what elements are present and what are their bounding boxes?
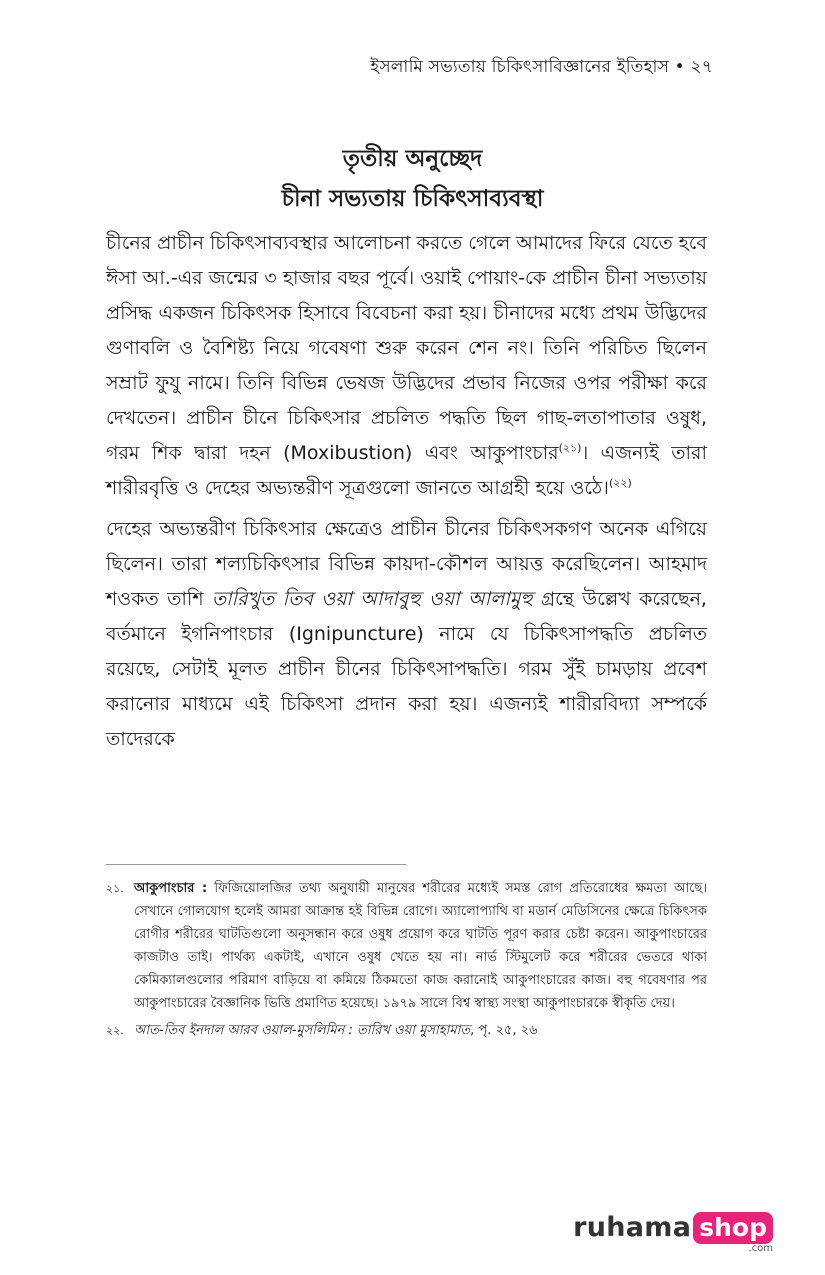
footnote-pages: , পৃ. ২৫, ২৬	[470, 1023, 538, 1038]
paragraph-2-text-a: দেহের অভ্যন্তরীণ চিকিৎসার ক্ষেত্রেও প্রাচীন চীনের চিকিৎসকগণ অনেক এগিয়ে ছিলেন। তারা শল্যচিকিৎসার বিভিন্ন কায়দা-কৌশল আয়ত্ত করেছিলেন। আহমাদ শওকত তাশি	[106, 518, 707, 610]
footnote-body	[134, 877, 707, 1015]
ruhamashop-logo	[573, 1212, 773, 1254]
book-title: তারিখুত তিব ওয়া আদাবুহু ওয়া আলামুহু	[211, 588, 533, 610]
logo-word: ruhama	[573, 1212, 692, 1243]
paragraph-2-text-b: গ্রন্থে উল্লেখ করেছেন, বর্তমানে ইগনিপাংচার (Ignipuncture) নামে যে চিকিৎসাপদ্ধতি প্রচলিত রয়েছে, সেটাই মূলত প্রাচীন চীনের চিকিৎসাপদ্ধতি। গরম সুঁই চামড়ায় প্রবেশ করানোর মাধ্যমে এই চিকিৎসা প্রদান করা হয়। এজন্যই শারীরবিদ্যা সম্পর্কে তাদেরকে	[106, 588, 707, 750]
paragraph-1	[106, 226, 707, 506]
chapter-label: তৃতীয় অনুচ্ছেদ	[342, 146, 483, 172]
paragraph-2	[106, 512, 707, 757]
footnotes	[106, 877, 707, 1046]
footnote-mark: ২২.	[106, 1024, 124, 1037]
footnote-body	[134, 1019, 707, 1042]
section-title: চীনা সভ্যতায় চিকিৎসাব্যবস্থা	[281, 186, 544, 212]
logo-suffix: .com	[748, 1243, 773, 1254]
running-header: ইসলামি সভ্যতায় চিকিৎসাবিজ্ঞানের ইতিহাস • ২৭	[370, 57, 713, 77]
footnote-citation: আত-তিব ইনদাল আরব ওয়াল-মুসলিমিন : তারিখ ওয়া মুসাহামাত	[134, 1023, 471, 1038]
footnote-ref-22[interactable]: (২২)	[608, 476, 632, 490]
footnote-mark: ২১.	[106, 882, 124, 895]
main-text	[106, 226, 707, 763]
footnote-21	[106, 877, 707, 1015]
footnote-text: ফিজিয়োলজির তথ্য অনুযায়ী মানুষের শরীরের মধ্যেই সমস্ত রোগ প্রতিরোধের ক্ষমতা আছে। সেখানে গোলযোগ হলেই আমরা আক্রান্ত হই বিভিন্ন রোগে। অ্যালোপ্যাথি বা মডার্ন মেডিসিনের ক্ষেত্রে চিকিৎসক রোগীর শরীরের ঘাটতিগুলো অনুসন্ধান করে ওষুধ প্রয়োগ করে ঘাটতি পূরণ করার চেষ্টা করেন। আকুপাংচারের কাজটাও তাই। পার্থক্য একটাই, এখানে ওষুধ খেতে হয় না। নার্ভ স্টিমুলেট করে শরীরের ভেতরে থাকা কেমিক্যালগুলোর পরিমাণ বাড়িয়ে বা কমিয়ে ঠিকমতো কাজ করানোই আকুপাংচারের কাজ। বহু গবেষণার পর আকুপাংচারের বৈজ্ঞানিক ভিত্তি প্রমাণিত হয়েছে। ১৯৭৯ সালে বিশ্ব স্বাস্থ্য সংস্থা আকুপাংচারকে স্বীকৃতি দেয়।	[134, 881, 707, 1011]
footnote-term: আকুপাংচার :	[134, 881, 208, 896]
footnote-22	[106, 1019, 707, 1042]
logo-badge: shop	[693, 1212, 773, 1244]
logo-badge-wrap	[691, 1212, 773, 1254]
footnote-divider	[106, 864, 406, 865]
footnote-ref-21[interactable]: (২১)	[558, 441, 582, 455]
paragraph-1-text-a: চীনের প্রাচীন চিকিৎসাব্যবস্থার আলোচনা করতে গেলে আমাদের ফিরে যেতে হবে ঈসা আ.-এর জন্মের ৩ হাজার বছর পূর্বে। ওয়াই পোয়াং-কে প্রাচীন চীনা সভ্যতায় প্রসিদ্ধ একজন চিকিৎসক হিসাবে বিবেচনা করা হয়। চীনাদের মধ্যে প্রথম উদ্ভিদের গুণাবলি ও বৈশিষ্ট্য নিয়ে গবেষণা শুরু করেন শেন নং। তিনি পরিচিত ছিলেন সম্রাট ফুযু নামে। তিনি বিভিন্ন ভেষজ উদ্ভিদের প্রভাব নিজের ওপর পরীক্ষা করে দেখতেন। প্রাচীন চীনে চিকিৎসার প্রচলিত পদ্ধতি ছিল গাছ-লতাপাতার ওষুধ, গরম শিক দ্বারা দহন (Moxibustion) এবং আকুপাংচার	[106, 232, 707, 464]
paragraph-1-text-b: । এজন্যই তারা শারীরবৃত্তি ও দেহের অভ্যন্তরীণ সূত্রগুলো জানতে আগ্রহী হয়ে ওঠে।	[106, 442, 707, 499]
